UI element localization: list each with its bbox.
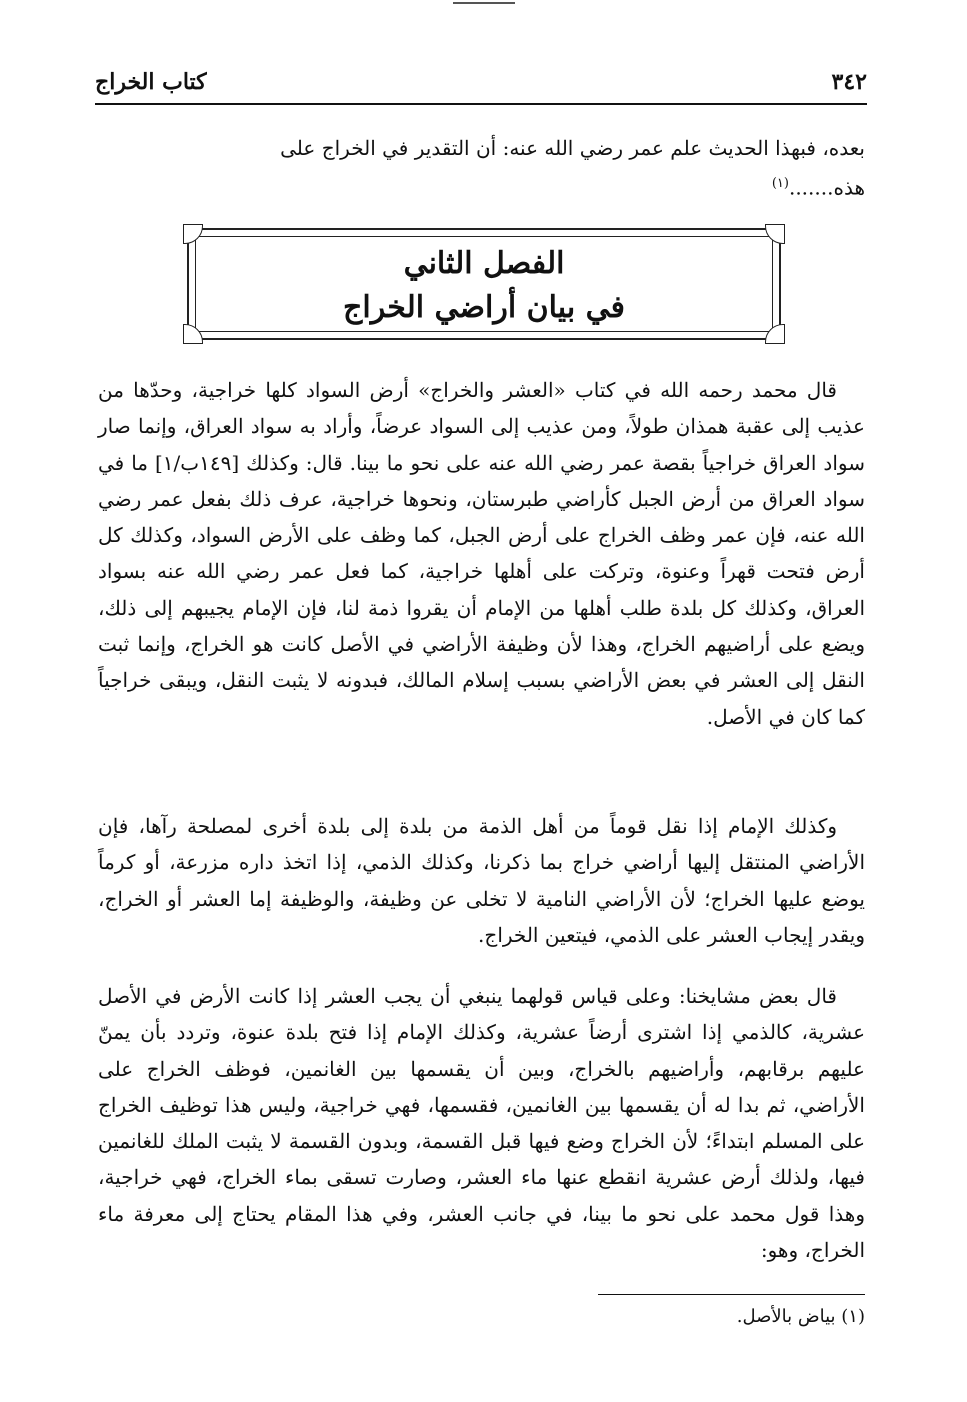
chapter-title [189,242,779,330]
paragraph-1 [98,372,865,735]
frame-corner [765,224,785,244]
page-number: ٣٤٢ [831,69,867,95]
chapter-subheading: في بيان أراضي الخراج [343,290,625,325]
footnote-ref: (١) [771,176,789,191]
footnote-number: (١) [841,1306,865,1327]
paragraph-2 [98,808,865,953]
intro-line-1: بعده، فبهذا الحديث علم عمر رضي الله عنه: أن التقدير في الخراج على [280,136,865,160]
paragraph-text: قال محمد رحمه الله في كتاب «العشر والخراج» أرض السواد كلها خراجية، وحدّها من عذيب إلى عقبة همذان طولاً، ومن عذيب إلى السواد عرضاً، وأراد به سواد العراق، وإنما صار سواد العراق خراجياً بقصة عمر رضي الله عنه على نحو ما بينا. قال: وكذلك [١٤٩ب/١] ما في سواد العراق من أرض الجبل كأراضي طبرستان، ونحوها خراجية، عرف ذلك بفعل عمر رضي الله عنه، فإن عمر وظف الخراج على أرض الجبل، كما وظف على الأرض السواد، وكذلك كل أرض فتحت قهراً وعنوة، وتركت على أهلها خراجية، كما فعل عمر رضي الله عنه بسواد العراق، وكذلك كل بلدة طلب أهلها من الإمام أن يقروا ذمة لنا، فإن الإمام يجيبهم إلى ذلك، ويضع على أراضيهم الخراج، وهذا لأن وظيفة الأراضي في الأصل كانت هو الخراج، وإنما ثبت النقل إلى العشر في بعض الأراضي بسبب إسلام المالك، فبدونه لا يثبت النقل، ويبقى خراجياً كما كان في الأصل. [98,378,865,729]
book-title: كتاب الخراج [95,69,207,95]
paragraph-3 [98,978,865,1268]
chapter-title-frame [187,228,781,340]
top-rule [453,2,515,4]
header-rule [95,103,867,105]
frame-corner [183,224,203,244]
footnote [737,1306,865,1327]
running-header [95,62,867,102]
paragraph-text: وكذلك الإمام إذا نقل قوماً من أهل الذمة من بلدة إلى بلدة أخرى لمصلحة رآها، فإن الأراضي المنتقل إليها أراضي خراج بما ذكرنا، وكذلك الذمي، إذا اتخذ داره مزرعة، أو كرماً يوضع عليها الخراج؛ لأن الأراضي النامية لا تخلى عن وظيفة، والوظيفة إما العشر أو الخراج، ويقدر إيجاب العشر على الذمي، فيتعين الخراج. [98,814,866,947]
intro-paragraph [98,130,865,206]
intro-line-2 [98,166,865,206]
chapter-heading: الفصل الثاني [403,246,565,281]
paragraph-text: قال بعض مشايخنا: وعلى قياس قولهما ينبغي أن يجب العشر إذا كانت الأرض في الأصل عشرية، كالذمي إذا اشترى أرضاً عشرية، وكذلك الإمام إذا فتح بلدة عنوة، وتردد بأن يمنّ عليهم برقابهم، وأراضيهم بالخراج، وبين أن يقسمها بين الغانمين، فوظف الخراج على الأراضي، ثم بدا له أن يقسمها بين الغانمين، فقسمها، فهي خراجية، وليس هذا توظيف الخراج على المسلم ابتداءً؛ لأن الخراج وضع فيها قبل القسمة، وبدون القسمة لا يثبت الملك للغانمين فيها، ولذلك أرض عشرية انقطع عنها ماء العشر، وصارت تسقى بماء الخراج، فهي خراجية، وهذا قول محمد على نحو ما بينا، في جانب العشر، وفي هذا المقام يحتاج إلى معرفة ماء الخراج، وهو: [98,984,865,1263]
intro-line-2-text: هذه....... [788,175,865,200]
footnote-rule [598,1294,865,1295]
footnote-text: بياض بالأصل. [736,1306,836,1327]
